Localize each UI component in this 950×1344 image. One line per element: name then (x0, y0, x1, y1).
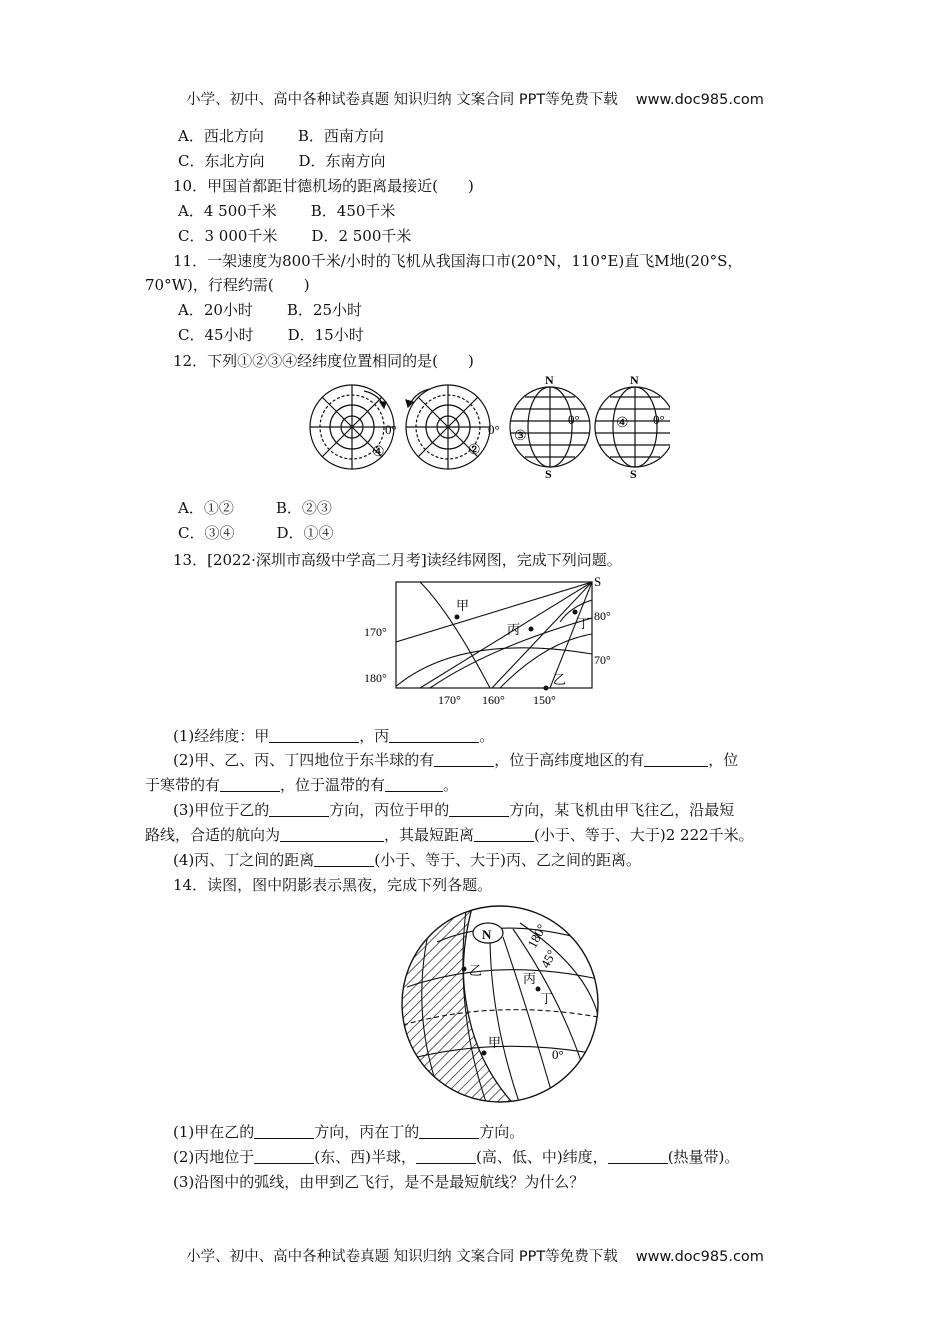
q14-stem: 14．读图，图中阴影表示黑夜，完成下列各题。 (173, 876, 493, 894)
q12-fig4-north: N (630, 373, 639, 387)
q13-fig-lon170-left: 170° (364, 625, 387, 639)
page-header (0, 88, 950, 109)
q13-fig-lon160-bottom: 160° (482, 693, 505, 707)
q13-graticule-figure (360, 572, 630, 710)
q12-option-d[interactable]: D．①④ (276, 524, 334, 542)
q13-p3-text-a: (3)甲位于乙的 (173, 801, 270, 819)
q14-part3: (3)沿图中的弧线，由甲到乙飞行，是不是最短航线？为什么？ (173, 1173, 585, 1191)
q13-blank-bing-coords[interactable] (389, 727, 479, 743)
q13-blank-jia-coords[interactable] (269, 727, 359, 743)
q13-blank-temperate-zone[interactable] (385, 776, 443, 792)
q12-fig3-south: S (545, 467, 552, 481)
q12-fig3-point-label: ③ (514, 429, 527, 444)
q9-option-b[interactable]: B．西南方向 (297, 127, 384, 145)
q12-fig4-south: S (630, 467, 637, 481)
q14-fig-yi: 乙 (469, 963, 483, 978)
q11-options-row1 (178, 299, 362, 321)
q12-figure (300, 372, 670, 482)
q13-fig-bing-label: 丙 (507, 622, 521, 637)
q9-option-a[interactable]: A．西北方向 (178, 127, 264, 145)
q12-option-a[interactable]: A．①② (178, 499, 234, 517)
q14-blank-jia-relative-yi[interactable] (254, 1123, 314, 1139)
q13-stem: 13．[2022·深圳市高级中学高二月考]读经纬网图，完成下列问题。 (173, 551, 622, 569)
q10-options-row1 (178, 200, 395, 222)
q9-option-d[interactable]: D．东南方向 (298, 152, 386, 170)
q13-blank-high-latitude[interactable] (644, 751, 708, 767)
q13-p1-text-c: 。 (479, 727, 495, 745)
q14-fig-ding: 丁 (540, 991, 554, 1006)
q11-option-d[interactable]: D．15小时 (287, 326, 364, 344)
q13-fig-lon180-left: 180° (364, 671, 387, 685)
q13-p3-text-b: 方向，丙位于甲的 (329, 801, 450, 819)
q13-blank-distance-compare[interactable] (474, 826, 534, 842)
q12-option-b[interactable]: B．②③ (275, 499, 332, 517)
q13-p4-text-b: (小于、等于、大于)丙、乙之间的距离。 (374, 851, 641, 869)
page-footer (0, 1245, 950, 1266)
q11-options-row2 (178, 324, 364, 346)
q12-option-c[interactable]: C．③④ (178, 524, 235, 542)
q9-option-c[interactable]: C．东北方向 (178, 152, 265, 170)
q12-fig4-zero-label: 0° (653, 412, 665, 427)
q12-globe-view-3 (510, 387, 590, 467)
q13-fig-lat70: 70° (594, 653, 611, 667)
q13-p2-text-f: 。 (443, 776, 459, 794)
q12-fig1-point-label: ④ (372, 445, 385, 460)
q13-p3-text-e: ，其最短距离 (384, 826, 475, 844)
q14-blank-latitude[interactable] (416, 1148, 476, 1164)
q11-option-b[interactable]: B．25小时 (286, 301, 363, 319)
footer-text: 小学、初中、高中各种试卷真题 知识归纳 文案合同 PPT等免费下载 (186, 1249, 618, 1265)
q12-options-row1 (178, 497, 332, 519)
q13-p2-text-e: ，位于温带的有 (280, 776, 386, 794)
q12-fig3-north: N (545, 373, 554, 387)
q10-option-c[interactable]: C．3 000千米 (178, 227, 278, 245)
q10-option-d[interactable]: D．2 500千米 (311, 227, 412, 245)
q9-options-row2 (178, 150, 386, 172)
q14-fig-lon180: 180° (524, 921, 550, 951)
q12-fig4-point-label: ④ (616, 416, 629, 431)
q13-p2-text-c: ，位 (708, 751, 739, 769)
q14-blank-heat-zone[interactable] (608, 1148, 668, 1164)
q13-p4-text-a: (4)丙、丁之间的距离 (173, 851, 315, 869)
q13-blank-east-hemisphere[interactable] (434, 751, 494, 767)
q13-blank-bing-relative-jia[interactable] (449, 801, 509, 817)
q12-stem: 12．下列①②③④经纬度位置相同的是( ) (173, 352, 474, 370)
q14-part2 (173, 1146, 739, 1168)
q12-fig3-zero-label: 0° (568, 412, 580, 427)
q13-blank-jia-relative-yi[interactable] (269, 801, 329, 817)
q10-stem: 10．甲国首都距甘德机场的距离最接近( ) (173, 177, 474, 195)
q14-day-night-globe (395, 897, 605, 1111)
q12-fig2-point-label: ② (468, 443, 481, 458)
q14-p1-text-c: 方向。 (479, 1123, 525, 1141)
q13-fig-ding-label: 丁 (577, 616, 591, 631)
q14-fig-jia: 甲 (488, 1035, 502, 1050)
q14-p2-text-d: (热量带)。 (667, 1148, 740, 1166)
q13-blank-frigid-zone[interactable] (220, 776, 280, 792)
q12-fig1-zero-label: 0° (385, 422, 397, 437)
header-text: 小学、初中、高中各种试卷真题 知识归纳 文案合同 PPT等免费下载 (186, 92, 618, 108)
q14-part1 (173, 1121, 524, 1143)
q11-stem-line2: 70°W)，行程约需( ) (145, 276, 310, 294)
q14-blank-hemisphere[interactable] (254, 1148, 314, 1164)
q13-fig-lon150-bottom: 150° (533, 693, 556, 707)
q12-options-row2 (178, 522, 334, 544)
q13-fig-lon170-bottom: 170° (438, 693, 461, 707)
q13-part3-line2 (145, 824, 754, 846)
q13-part3-line1 (173, 799, 734, 821)
q13-fig-jia-label: 甲 (456, 598, 470, 613)
footer-url[interactable]: www.doc985.com (635, 1249, 764, 1265)
q13-p3-text-c: 方向，某飞机由甲飞往乙，沿最短 (509, 801, 735, 819)
q14-p2-text-a: (2)丙地位于 (173, 1148, 255, 1166)
q14-p2-text-b: (东、西)半球， (314, 1148, 416, 1166)
q13-part2-line1 (173, 749, 738, 771)
q13-p3-text-f: (小于、等于、大于)2 222千米。 (534, 826, 754, 844)
q13-p1-text-a: (1)经纬度：甲 (173, 727, 270, 745)
q10-options-row2 (178, 225, 411, 247)
q13-p3-text-d: 路线，合适的航向为 (145, 826, 281, 844)
q13-fig-lat80: 80° (594, 609, 611, 623)
q14-p1-text-b: 方向，丙在丁的 (314, 1123, 420, 1141)
q12-fig2-zero-label: 0° (488, 422, 500, 437)
q11-option-c[interactable]: C．45小时 (178, 326, 254, 344)
q13-p2-text-d: 于寒带的有 (145, 776, 221, 794)
q10-option-a[interactable]: A．4 500千米 (178, 202, 277, 220)
q9-options-row1 (178, 125, 384, 147)
q11-stem-line1: 11．一架速度为800千米/小时的飞机从我国海口市(20°N，110°E)直飞M地(20°S， (173, 252, 743, 270)
q13-p1-text-b: ，丙 (359, 727, 390, 745)
q13-blank-flight-heading[interactable] (280, 826, 384, 842)
q14-fig-lat45: 45° (537, 947, 560, 971)
q12-globe-view-4 (595, 387, 670, 467)
q13-fig-yi-label: 乙 (553, 672, 567, 687)
q13-part2-line2 (145, 774, 458, 796)
q13-fig-s-label: S (594, 574, 602, 589)
q14-fig-north-pole: N (482, 927, 492, 942)
q14-fig-bing: 丙 (523, 971, 537, 986)
q14-p2-text-c: (高、低、中)纬度， (475, 1148, 608, 1166)
q13-blank-bing-ding-distance[interactable] (314, 851, 374, 867)
q14-blank-bing-relative-ding[interactable] (419, 1123, 479, 1139)
q13-p2-text-b: ，位于高纬度地区的有 (494, 751, 645, 769)
q11-option-a[interactable]: A．20小时 (178, 301, 253, 319)
header-url[interactable]: www.doc985.com (635, 92, 764, 108)
q10-option-b[interactable]: B．450千米 (310, 202, 396, 220)
q13-part1 (173, 725, 494, 747)
q13-part4 (173, 849, 641, 871)
q13-p2-text-a: (2)甲、乙、丙、丁四地位于东半球的有 (173, 751, 435, 769)
q14-fig-zero: 0° (552, 1047, 564, 1062)
q14-p1-text-a: (1)甲在乙的 (173, 1123, 255, 1141)
